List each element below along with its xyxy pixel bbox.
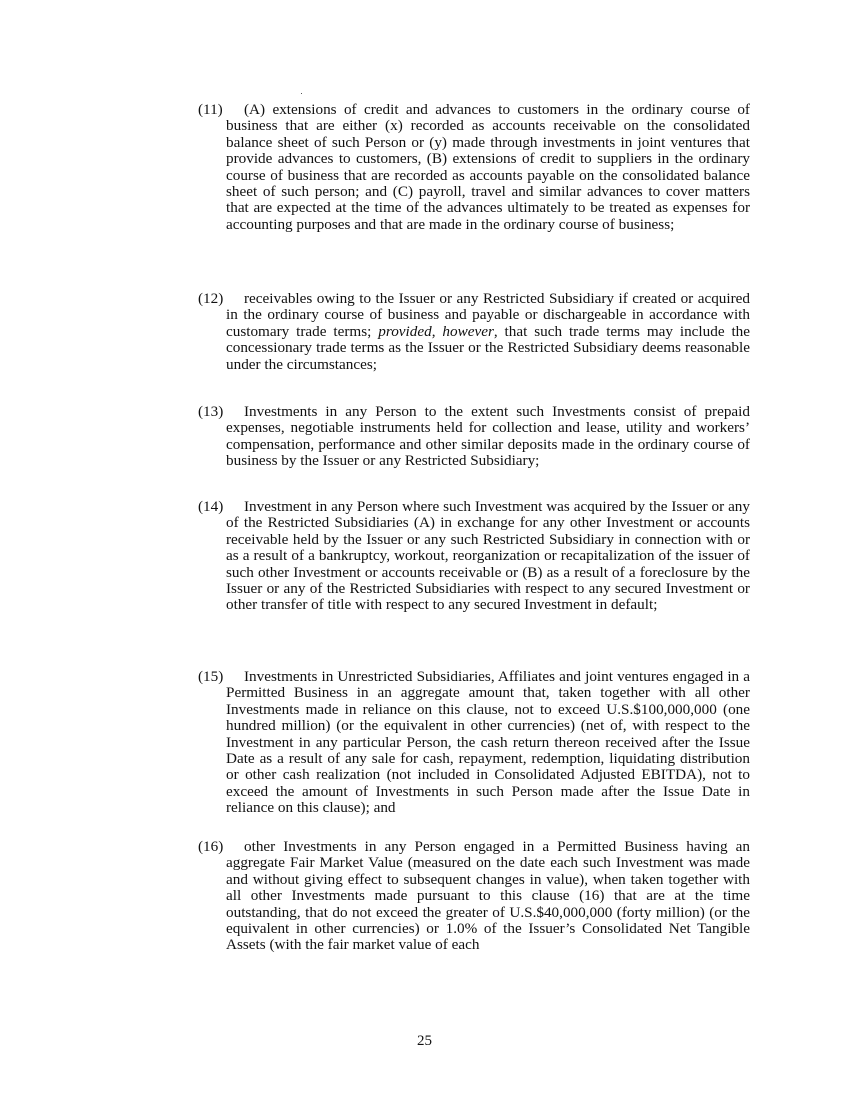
- clause-text: (A) extensions of credit and advances to customers in the ordinary course of business that are either (x) recorded as accounts receivable on the consolidated balance sheet of such Person or (y) made through investments in joint ventures that provide advances to customers, (B) extensions of credit to suppliers in the ordinary course of business that are recorded as accounts payable on the consolidated balance sheet of such person; and (C) payroll, travel and similar advances to cover matters that are expected at the time of the advances ultimately to be treated as expenses for accounting purposes and that are made in the ordinary course of business;: [226, 101, 750, 233]
- clause-number: (13): [198, 403, 224, 420]
- clause-text: receivables owing to the Issuer or any Restricted Subsidiary if created or acquired in the ordinary course of business and payable or dischargeable in accordance with customary trade terms;: [226, 290, 750, 340]
- clause-text: other Investments in any Person engaged in a Permitted Business having an aggregate Fair Market Value (measured on the date each such Investment was made and without giving effect to subsequent changes in value), when taken together with all other Investments made pursuant to this clause (16) that are at the time outstanding, that do not exceed the greater of U.S.$40,000,000 (forty million) (or the equivalent in other currencies) or 1.0% of the Issuer’s Consolidated Net Tangible Assets (with the fair market value of each: [226, 838, 750, 954]
- clause-number: (16): [198, 838, 224, 855]
- clause-italic-however: however: [442, 322, 494, 340]
- clause-15: [198, 669, 750, 817]
- clause-13: [198, 404, 750, 470]
- clause-text-end: , that such trade terms may include the concessionary trade terms as the Issuer or the Restricted Subsidiary deems reasonable under the circumstances;: [226, 322, 751, 373]
- page-number: 25: [417, 1033, 432, 1049]
- scan-mark: [301, 93, 302, 94]
- clause-comma: ,: [431, 322, 443, 340]
- clause-number: (12): [198, 290, 224, 307]
- clause-11: [198, 102, 750, 233]
- clause-14: [198, 499, 750, 614]
- clause-italic-provided: provided: [378, 322, 432, 340]
- clause-number: (15): [198, 668, 224, 685]
- clause-16: [198, 839, 750, 954]
- clause-text: Investments in Unrestricted Subsidiaries, Affiliates and joint ventures engaged in a Permitted Business in an aggregate amount that, taken together with all other Investments made in reliance on this clause, not to exceed U.S.$100,000,000 (one hundred million) (or the equivalent in other currencies) (net of, with respect to the Investment in any particular Person, the cash return thereon received after the Issue Date as a result of any sale for cash, repayment, redemption, liquidating distribution or other cash realization (not included in Consolidated Adjusted EBITDA), not to exceed the amount of Investments in such Person made after the Issue Date in reliance on this clause); and: [226, 668, 750, 817]
- clause-number: (14): [198, 498, 224, 515]
- clause-text: Investment in any Person where such Investment was acquired by the Issuer or any of the Restricted Subsidiaries (A) in exchange for any other Investment or accounts receivable held by the Issuer or any such Restricted Subsidiary in connection with or as a result of a bankruptcy, workout, reorganization or recapitalization of the issuer of such other Investment or accounts receivable or (B) as a result of a foreclosure by the Issuer or any of the Restricted Subsidiaries with respect to any secured Investment or other transfer of title with respect to any secured Investment in default;: [226, 498, 750, 614]
- clause-12: [198, 291, 750, 373]
- clause-text: Investments in any Person to the extent such Investments consist of prepaid expenses, negotiable instruments held for collection and lease, utility and workers’ compensation, performance and other similar deposits made in the ordinary course of business by the Issuer or any Restricted Subsidiary;: [226, 403, 750, 470]
- clause-number: (11): [198, 101, 223, 118]
